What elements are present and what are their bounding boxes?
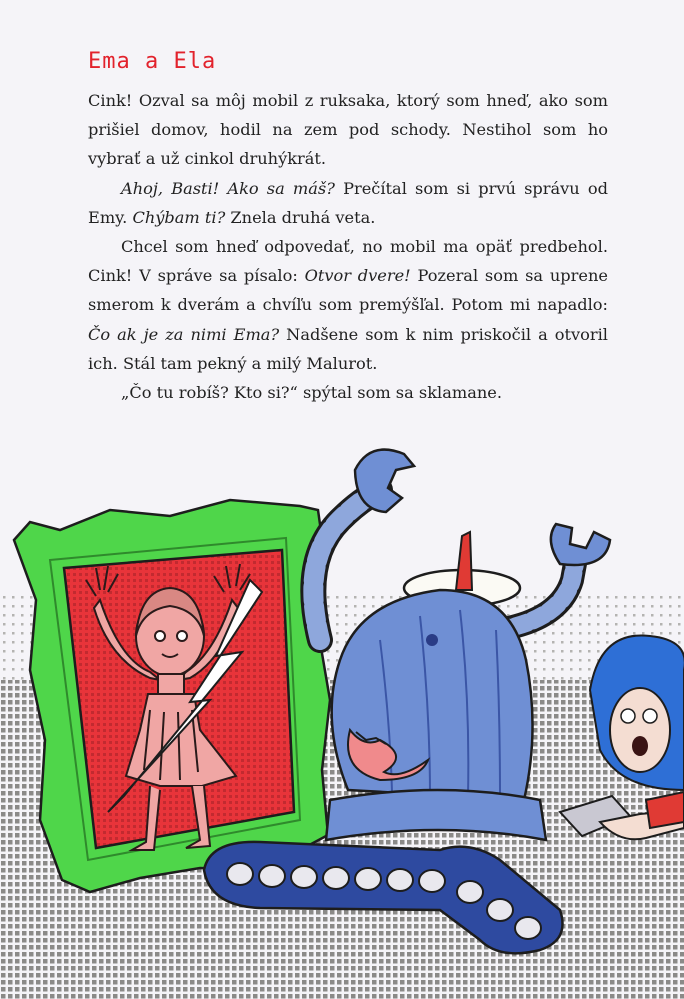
text-span-italic: Chýbam ti? — [132, 207, 226, 227]
chapter-title: Ema a Ela — [88, 49, 217, 74]
text-span: „Čo tu robíš? Kto si?“ spýtal som sa sklamane. — [121, 383, 503, 403]
story-text — [88, 86, 608, 407]
text-span-italic: Otvor dvere! — [304, 266, 411, 286]
paragraph-1 — [88, 86, 608, 174]
paragraph-4 — [88, 378, 608, 407]
text-span: Pozeral som sa uprene smerom k dverám a chvíľu som premýšľal. Potom mi napadlo: — [88, 266, 608, 315]
robot-and-framed-girl-illustration — [0, 440, 684, 999]
picture-frame — [14, 500, 330, 892]
text-span: Cink! Ozval sa môj mobil z ruksaka, ktorý som hneď, ako som prišiel domov, hodil na zem pod schody. Nestihol som ho vybrať a už cinkol druhýkrát. — [88, 91, 608, 169]
text-span: Nadšene som k nim priskočil a otvoril ich. Stál tam pekný a milý Malurot. — [88, 324, 608, 373]
text-span: Znela druhá veta. — [225, 207, 376, 227]
text-span: Prečítal som si prvú správu od Emy. — [88, 178, 608, 227]
text-span-italic: Čo ak je za nimi Ema? — [88, 324, 280, 344]
paragraph-2 — [88, 174, 608, 232]
text-span-italic: Ahoj, Basti! Ako sa máš? — [121, 178, 335, 198]
paragraph-3 — [88, 232, 608, 378]
text-span: Chcel som hneď odpovedať, no mobil ma opäť predbehol. Cink! V správe sa písalo: — [88, 237, 608, 286]
